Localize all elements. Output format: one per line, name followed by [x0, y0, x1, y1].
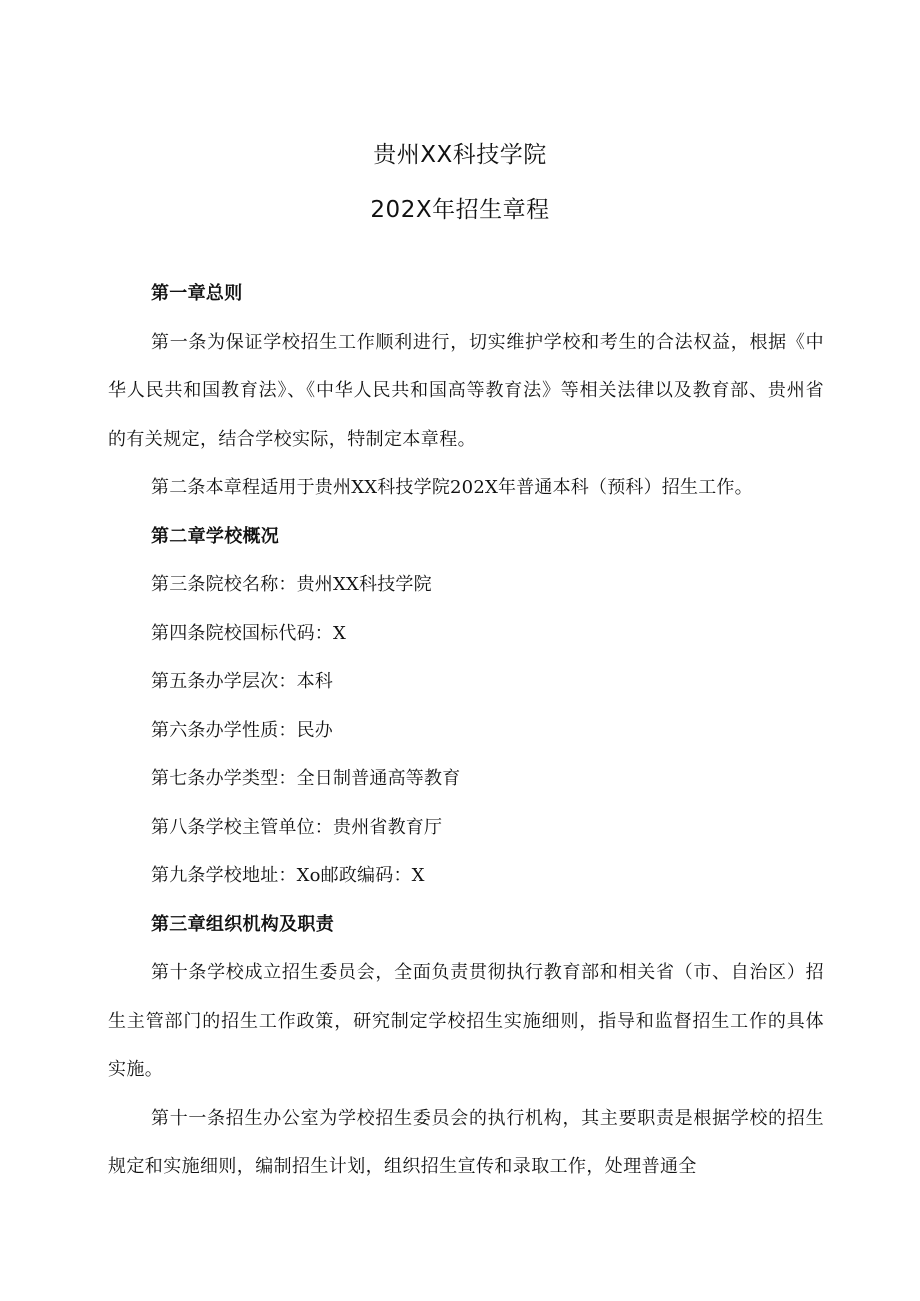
article-4-paragraph: 第四条院校国标代码：X [151, 622, 347, 644]
article-1-paragraph: 第一条为保证学校招生工作顺利进行，切实维护学校和考生的合法权益，根据《中华人民共和国教育法》、《中华人民共和国高等教育法》等相关法律以及教育部、贵州省的有关规定，结合学校实际，特制定本章程。 [108, 331, 824, 450]
document-title [0, 128, 920, 238]
title-school-name: 贵州XX科技学院 [373, 142, 547, 168]
chapter-1-heading: 第一章总则 [151, 283, 243, 304]
article-3-paragraph: 第三条院校名称：贵州XX科技学院 [151, 574, 432, 595]
title-charter-name: 202X年招生章程 [370, 197, 550, 223]
chapter-3-heading: 第三章组织机构及职责 [151, 913, 334, 935]
article-7-paragraph: 第七条办学类型：全日制普通高等教育 [151, 768, 461, 789]
chapter-2-heading: 第二章学校概况 [151, 525, 280, 547]
article-10-paragraph: 第十条学校成立招生委员会，全面负责贯彻执行教育部和相关省（市、自治区）招生主管部门的招生工作政策，研究制定学校招生实施细则，指导和监督招生工作的具体实施。 [108, 962, 824, 1080]
article-11-paragraph: 第十一条招生办公室为学校招生委员会的执行机构，其主要职责是根据学校的招生规定和实施细则，编制招生计划，组织招生宣传和录取工作，处理普通全 [108, 1107, 824, 1177]
document-body [108, 270, 824, 1192]
article-5-paragraph: 第五条办学层次：本科 [151, 671, 333, 692]
article-9-paragraph: 第九条学校地址：Xo邮政编码：X [151, 865, 425, 886]
article-6-paragraph: 第六条办学性质：民办 [151, 719, 333, 741]
article-8-paragraph: 第八条学校主管单位：贵州省教育厅 [151, 816, 443, 838]
article-2-paragraph: 第二条本章程适用于贵州XX科技学院202X年普通本科（预科）招生工作。 [151, 477, 753, 498]
